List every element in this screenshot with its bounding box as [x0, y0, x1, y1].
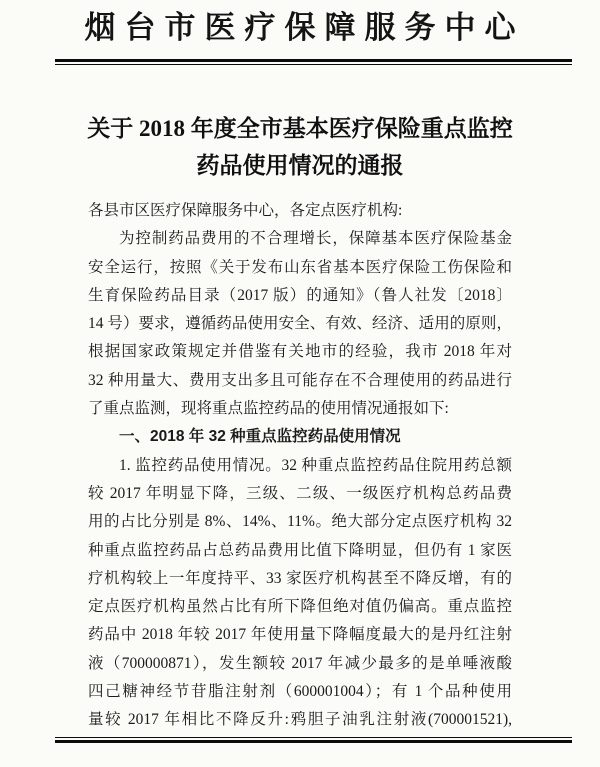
document-title-line2: 药品使用情况的通报	[196, 153, 404, 178]
document-line: 液（700000871），发生额较 2017 年减少最多的是单唾液酸	[88, 654, 512, 672]
document-line: 14 号）要求，遵循药品使用安全、有效、经济、适用的原则，	[88, 315, 512, 333]
org-title: 烟台市医疗保障服务中心	[84, 10, 525, 45]
document-body	[88, 197, 512, 735]
document-line: 1. 监控药品使用情况。32 种重点监控药品住院用药总额	[119, 456, 512, 474]
footer-rule-thick	[55, 740, 572, 743]
document-line: 用的占比分别是 8%、14%、11%。绝大部分定点医疗机构 32	[88, 513, 512, 531]
document-line: 了重点监测，现将重点监控药品的使用情况通报如下:	[88, 400, 449, 418]
document-line: 药品中 2018 年较 2017 年使用量下降幅度最大的是丹红注射	[88, 626, 512, 644]
document-line: 种重点监控药品占总药品费用比值下降明显，但仍有 1 家医	[88, 541, 512, 559]
document-line: 四己糖神经节苷脂注射剂（600001004）；有 1 个品种使用	[88, 683, 512, 701]
footer-rule-thin	[55, 737, 572, 738]
header-rule-thick	[55, 59, 572, 62]
document-line: 32 种用量大、费用支出多且可能存在不合理使用的药品进行	[88, 371, 512, 389]
document-line: 定点医疗机构虽然占比有所下降但绝对值仍偏高。重点监控	[88, 598, 512, 616]
document-line: 量较 2017 年相比不降反升:鸦胆子油乳注射液(700001521),	[88, 711, 512, 729]
document-line: 各县市区医疗保障服务中心，各定点医疗机构:	[88, 202, 403, 219]
document-line: 根据国家政策规定并借鉴有关地市的经验，我市 2018 年对	[88, 343, 512, 361]
section-heading-line: 一、2018 年 32 种重点监控药品使用情况	[119, 428, 401, 446]
document-title	[0, 110, 600, 184]
document-line: 疗机构较上一年度持平、33 家医疗机构甚至不降反增，有的	[88, 569, 512, 587]
document-line: 生育保险药品目录（2017 版）的通知》（鲁人社发〔2018〕	[88, 286, 512, 304]
document-line: 为控制药品费用的不合理增长，保障基本医疗保险基金	[119, 230, 512, 248]
document-line: 安全运行，按照《关于发布山东省基本医疗保险工伤保险和	[88, 258, 512, 276]
document-line: 较 2017 年明显下降，三级、二级、一级医疗机构总药品费	[88, 484, 512, 502]
header-rule-thin	[55, 64, 572, 65]
document-title-line1: 关于 2018 年度全市基本医疗保险重点监控	[87, 116, 513, 141]
